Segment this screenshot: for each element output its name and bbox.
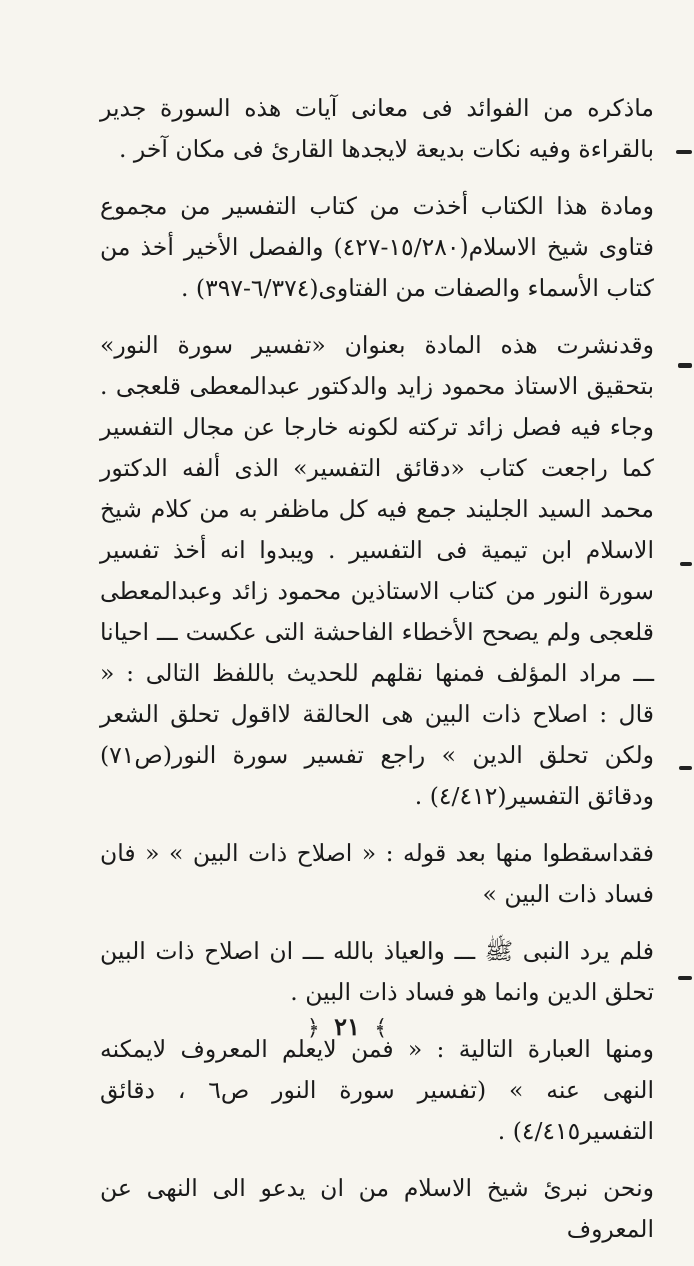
paragraph-2: ومادة هذا الكتاب أخذت من كتاب التفسير من مجموع فتاوى شيخ الاسلام(١٥/٢٨٠-٤٢٧) والفصل الأخير أخذ من كتاب الأسماء والصفات من الفتاوى(٦/٣٧٤-٣٩٧) . [100, 192, 654, 302]
scan-mark [680, 562, 692, 566]
paragraph-5: فلم يرد النبى ﷺ ـــ والعياذ بالله ـــ ان اصلاح ذات البين تحلق الدين وانما هو فساد ذات البين . [100, 937, 654, 1006]
scan-mark [678, 363, 692, 368]
paragraph-3: وقدنشرت هذه المادة بعنوان «تفسير سورة النور» بتحقيق الاستاذ محمود زايد والدكتور عبدالمعطى قلعجى . وجاء فيه فصل زائد تركته لكونه خارجا عن مجال التفسير كما راجعت كتاب «دقائق التفسير» الذى ألفه الدكتور محمد السيد الجليند جمع فيه كل ماظفر به من كلام شيخ الاسلام ابن تيمية فى التفسير . ويبدوا انه أخذ تفسير سورة النور من كتاب الاستاذين محمود زائد وعبدالمعطى قلعجى ولم يصحح الأخطاء الفاحشة التى عكست ـــ احيانا ـــ مراد المؤلف فمنها نقلهم للحديث باللفظ التالى : « قال : اصلاح ذات البين هى الحالقة لااقول تحلق الشعر ولكن تحلق الدين » راجع تفسير سورة النور(ص٧١) ودقائق التفسير(٤/٤١٢) . [100, 331, 654, 810]
paragraph-7: ونحن نبرئ شيخ الاسلام من ان يدعو الى النهى عن المعروف [100, 1174, 654, 1243]
ornament-close: ﴿ [306, 1016, 320, 1041]
paragraph-4: فقداسقطوا منها بعد قوله : « اصلاح ذات البين » « فان فساد ذات البين » [100, 839, 654, 908]
ornament-open: ﴾ [374, 1016, 388, 1041]
scan-mark [679, 766, 692, 770]
scan-mark [676, 150, 692, 154]
paragraph-1: ماذكره من الفوائد فى معانى آيات هذه السورة جدير بالقراءة وفيه نكات بديعة لايجدها القارئ فى مكان آخر . [100, 94, 654, 163]
scan-mark [678, 976, 692, 980]
paragraph-6: ومنها العبارة التالية : « فمن لايعلم المعروف لايمكنه النهى عنه » (تفسير سورة النور ص٦ ، دقائق التفسير٤/٤١٥) . [100, 1035, 654, 1145]
page-number-footer [0, 1012, 694, 1041]
page-number: ٢١ [334, 1012, 360, 1041]
page-body [100, 88, 654, 1266]
